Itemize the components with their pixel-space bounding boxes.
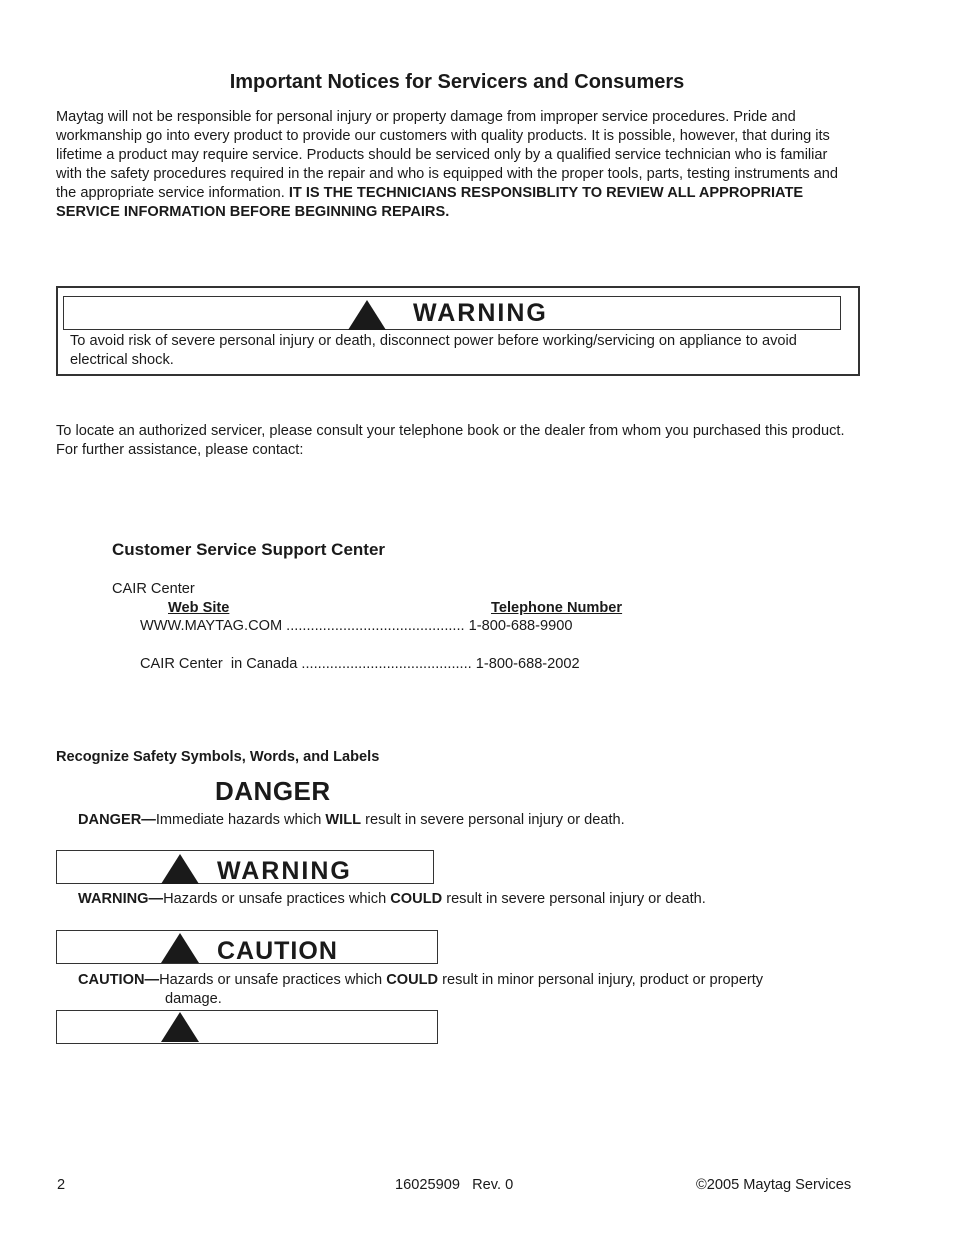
caution-symbol-label: CAUTION	[217, 937, 338, 965]
page-title: Important Notices for Servicers and Consumers	[229, 71, 685, 93]
caution-def-text: Hazards or unsafe practices which	[159, 972, 387, 988]
alert-triangle-icon	[161, 1012, 199, 1042]
warning-def-tail: result in severe personal injury or death.	[442, 891, 706, 907]
warning-def-text: Hazards or unsafe practices which	[163, 891, 391, 907]
locate-servicer-text: To locate an authorized servicer, please consult your telephone book or the dealer from whom you purchased this product. For further assistance, please contact:	[56, 423, 845, 458]
copyright: ©2005 Maytag Services	[696, 1177, 852, 1193]
cair-center-label: CAIR Center	[112, 581, 195, 597]
contact-row-maytag: WWW.MAYTAG.COM ............................................ 1-800-688-9900	[140, 618, 573, 634]
caution-term: CAUTION—	[78, 972, 160, 988]
warning-text: To avoid risk of severe personal injury or death, disconnect power before working/servicing on appliance to avoid electrical shock.	[70, 333, 797, 368]
telephone-column-header: Telephone Number	[491, 600, 623, 616]
safety-heading: Recognize Safety Symbols, Words, and Labels	[56, 749, 380, 765]
blank-symbol-box	[56, 1010, 438, 1044]
document-number: 16025909 Rev. 0	[395, 1177, 514, 1193]
warning-emph: COULD	[390, 891, 443, 907]
caution-def-continuation: damage.	[165, 990, 222, 1007]
caution-emph: COULD	[386, 972, 439, 988]
danger-definition	[78, 812, 625, 828]
danger-def-text: Immediate hazards which	[155, 812, 326, 828]
contact-row-canada: CAIR Center in Canada .......................................... 1-800-688-2002	[140, 656, 580, 672]
caution-triangle-icon	[161, 933, 199, 963]
danger-term: DANGER—	[78, 812, 156, 828]
danger-emph: WILL	[325, 812, 362, 828]
warning-triangle-icon	[161, 854, 199, 884]
support-heading: Customer Service Support Center	[112, 540, 386, 559]
warning-symbol-label: WARNING	[217, 857, 352, 885]
intro-paragraph	[56, 108, 856, 222]
warning-label: WARNING	[413, 299, 548, 327]
warning-triangle-icon	[348, 300, 386, 330]
website-column-header: Web Site	[168, 600, 230, 616]
intro-text: Maytag will not be responsible for personal injury or property damage from improper service procedures. Pride and workmanship go into every product to provide our customers with quality products. It is possible, however, that during its lifetime a product may require service. Products should be serviced only by a qualified service technician who is familiar with the safety procedures required in the repair and who is equipped with the proper tools, parts, testing instruments and the appropriate service information.	[56, 109, 839, 201]
caution-definition	[78, 971, 838, 1008]
danger-def-tail: result in severe personal injury or death.	[361, 812, 625, 828]
page-number: 2	[57, 1177, 66, 1193]
intro-bold-text: IT IS THE TECHNICIANS RESPONSIBLITY TO REVIEW ALL APPROPRIATE SERVICE INFORMATION BEFORE BEGINNING REPAIRS.	[56, 185, 804, 220]
warning-definition	[78, 891, 706, 907]
caution-def-tail: result in minor personal injury, product or property	[438, 972, 764, 988]
warning-term: WARNING—	[78, 891, 164, 907]
danger-label: DANGER	[215, 776, 331, 806]
